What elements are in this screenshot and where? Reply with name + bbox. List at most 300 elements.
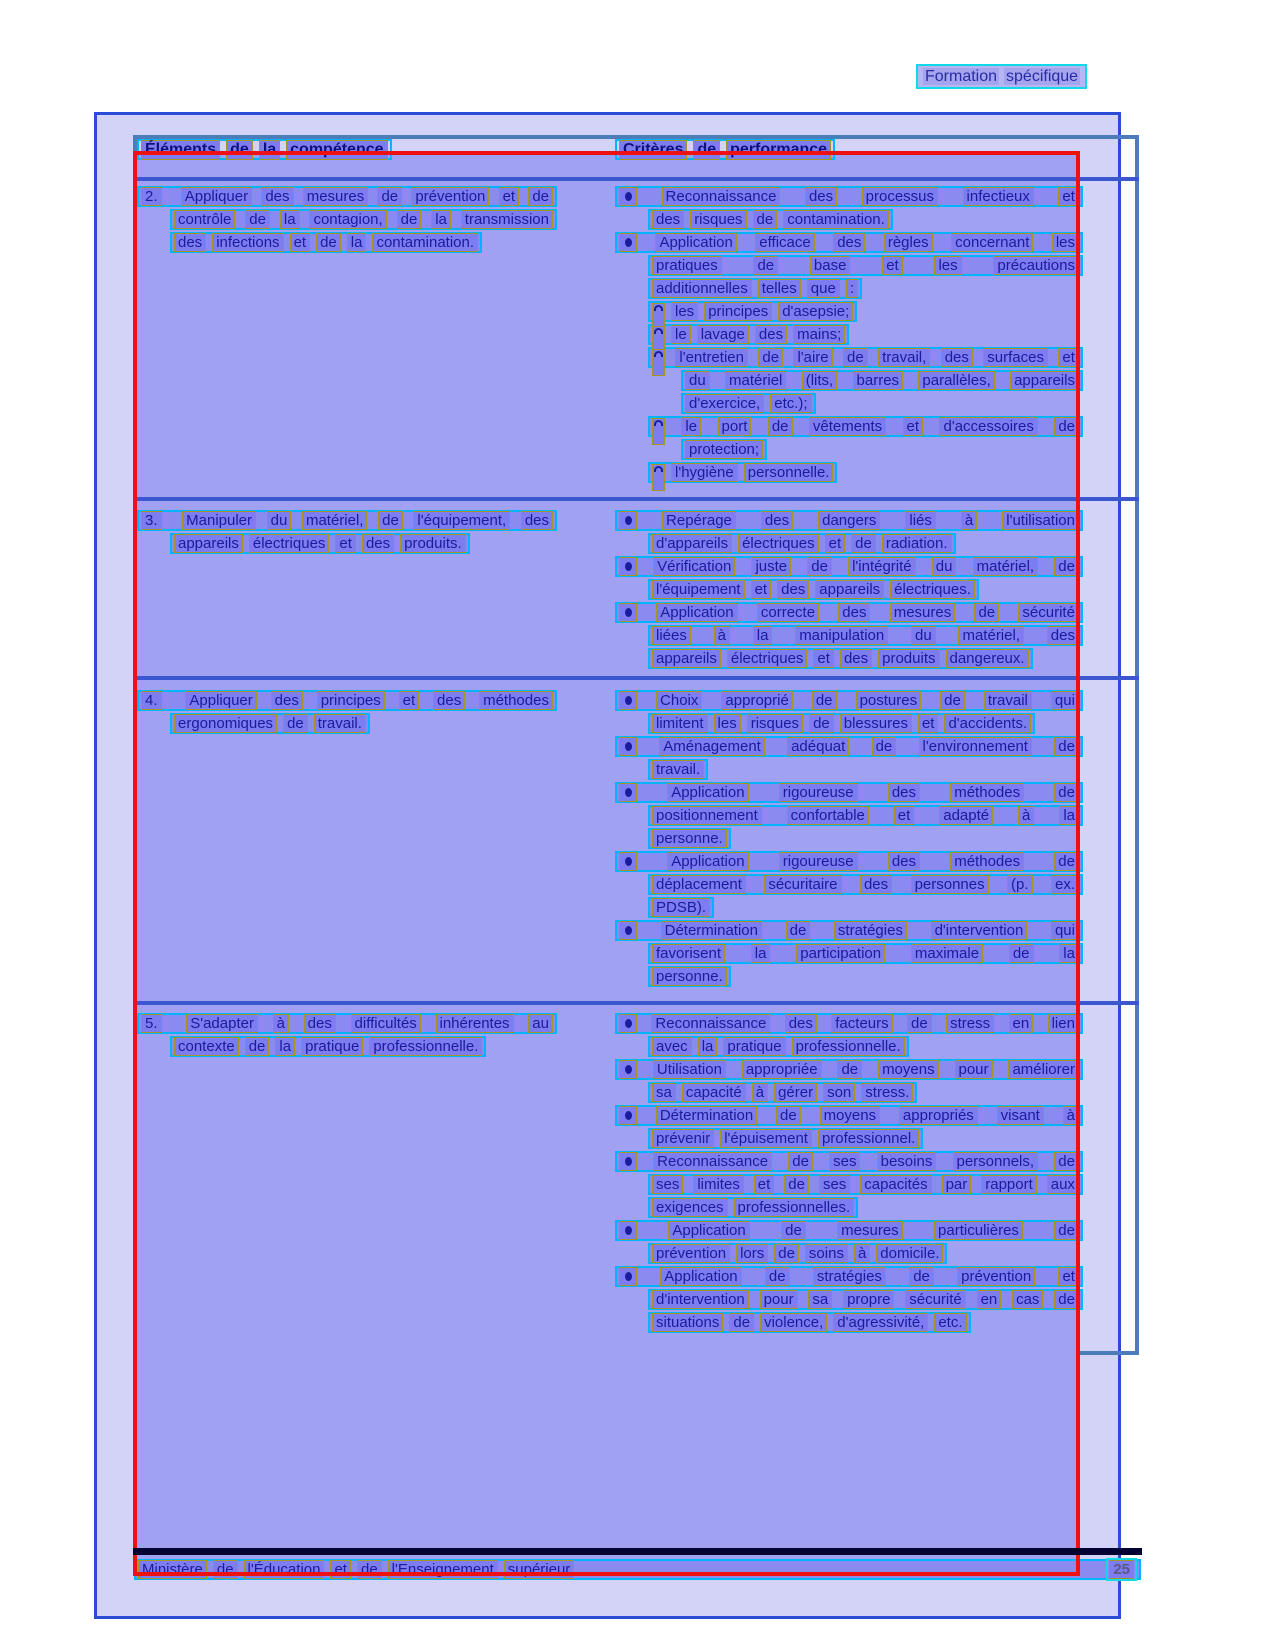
word-box: liées (652, 626, 691, 645)
criteria-line (648, 966, 731, 987)
criteria-line (648, 533, 956, 554)
criteria-line (648, 1312, 971, 1333)
dash-bullet-icon (652, 349, 665, 376)
word-box: particulières (934, 1221, 1023, 1240)
word-box: des (521, 511, 553, 530)
bullet-dot (625, 1019, 632, 1028)
word-box: des (777, 580, 809, 599)
word-box: appareils (1010, 371, 1079, 390)
word-box: port (718, 417, 752, 436)
bullet-icon (619, 187, 637, 206)
word-box: prévention (652, 1244, 730, 1263)
word-box: des (261, 187, 293, 206)
word-box: la (347, 233, 367, 252)
word-box: les (934, 256, 961, 275)
dash-glyph (654, 351, 663, 357)
word-box: ses (652, 1175, 683, 1194)
word-box: de (1054, 417, 1079, 436)
word-box: d'accessoires (939, 417, 1037, 436)
word-box: concernant (951, 233, 1033, 252)
bullet-dot (625, 1111, 632, 1120)
word-box: Détermination (661, 921, 762, 940)
word-box: de (213, 1560, 238, 1579)
word-box: sécurité (1018, 603, 1079, 622)
word-box: pratique (301, 1037, 363, 1056)
word-box: la (1059, 806, 1079, 825)
word-box: postures (856, 691, 922, 710)
word-box: de (1054, 737, 1079, 756)
word-box: soins (805, 1244, 848, 1263)
word-box: pour (760, 1290, 798, 1309)
criteria-line (648, 1174, 1083, 1195)
word-box: confortable (787, 806, 869, 825)
word-box: Application (668, 1221, 749, 1240)
word-box: etc. (934, 1313, 966, 1332)
word-box: la (751, 944, 771, 963)
word-box: de (774, 1244, 799, 1263)
table-header-criteria (615, 139, 1083, 162)
word-box: blessures (840, 714, 912, 733)
word-box: l'Enseignement (388, 1560, 498, 1579)
word-box: et (751, 580, 772, 599)
word-box: des (840, 649, 872, 668)
bullet-dot (625, 742, 632, 751)
word-box: PDSB). (652, 898, 710, 917)
word-box: des (833, 233, 865, 252)
word-box: professionnelle. (369, 1037, 482, 1056)
word-box: juste (751, 557, 791, 576)
row-separator (133, 177, 1139, 181)
word-box: à (752, 1083, 768, 1102)
word-box: à (273, 1014, 289, 1033)
word-box: prévention (411, 187, 489, 206)
criteria-line (648, 278, 862, 299)
word-box: pratiques (652, 256, 722, 275)
word-box: etc.); (770, 394, 811, 413)
word-box: en (977, 1290, 1002, 1309)
word-box: d'exercice, (685, 394, 764, 413)
word-box: processus (862, 187, 938, 206)
word-box: des (755, 325, 787, 344)
word-box: matériel, (302, 511, 368, 530)
word-box: de (1054, 1221, 1079, 1240)
word-box: besoins (877, 1152, 937, 1171)
word-box: professionnel. (818, 1129, 919, 1148)
word-box: de (788, 1152, 813, 1171)
word-box: la (280, 210, 300, 229)
criteria-line (615, 782, 1083, 803)
word-box: de (693, 140, 720, 160)
word-box: son (823, 1083, 855, 1102)
word-box: la (753, 626, 773, 645)
word-box: des (838, 603, 870, 622)
word-box: l'équipement (652, 580, 745, 599)
word-box: que (807, 279, 840, 298)
element-cell (137, 186, 557, 255)
element-line (170, 209, 557, 230)
word-box: déplacement (652, 875, 746, 894)
word-box: les (1052, 233, 1079, 252)
criteria-line (615, 510, 1083, 531)
word-box: et (813, 649, 834, 668)
word-box: de (245, 1037, 270, 1056)
word-box: mesures (837, 1221, 903, 1240)
word-box: personne. (652, 829, 727, 848)
word-box: des (941, 348, 973, 367)
word-box: des (785, 1014, 817, 1033)
word-box: telles (758, 279, 801, 298)
word-box: des (888, 783, 920, 802)
row-number: 2. (141, 187, 162, 206)
bullet-icon (619, 737, 637, 756)
criteria-line (615, 1220, 1083, 1241)
word-box: l'épuisement (720, 1129, 812, 1148)
word-box: Critères (619, 140, 687, 160)
criteria-line (648, 828, 731, 849)
word-box: de (809, 714, 834, 733)
element-line (137, 510, 557, 531)
word-box: d'asepsie; (778, 302, 853, 321)
word-box: des (1047, 626, 1079, 645)
word-box: améliorer (1008, 1060, 1079, 1079)
word-box: capacité (682, 1083, 746, 1102)
word-box: principes (704, 302, 772, 321)
bullet-dot (625, 516, 632, 525)
word-box: rigoureuse (779, 783, 858, 802)
word-box: de (776, 1106, 801, 1125)
criteria-line (648, 1082, 917, 1103)
criteria-line (648, 648, 1033, 669)
word-box: travail. (652, 760, 704, 779)
criteria-line (648, 625, 1083, 646)
word-box: l'environnement (919, 737, 1032, 756)
word-box: et (1058, 1267, 1079, 1286)
word-box: Application (660, 1267, 741, 1286)
word-box: personnes (911, 875, 989, 894)
element-line (170, 232, 482, 253)
word-box: protection; (685, 440, 763, 459)
bullet-icon (619, 783, 637, 802)
word-box: la (431, 210, 451, 229)
word-box: participation (796, 944, 885, 963)
word-box: des (888, 852, 920, 871)
bullet-icon (619, 511, 637, 530)
word-box: de (729, 1313, 754, 1332)
word-box: : (846, 279, 858, 298)
bullet-dot (625, 562, 632, 571)
word-box: parallèles, (918, 371, 994, 390)
word-box: à (1018, 806, 1034, 825)
word-box: Choix (656, 691, 702, 710)
element-line (137, 186, 557, 207)
criteria-line (648, 579, 979, 600)
word-box: stratégies (834, 921, 907, 940)
word-box: des (805, 187, 837, 206)
criteria-cell (615, 690, 1083, 989)
word-box: rapport (981, 1175, 1037, 1194)
bullet-dot (625, 608, 632, 617)
bullet-icon (619, 1014, 637, 1033)
page-label-word: spécifique (1006, 68, 1079, 85)
word-box: à (1063, 1106, 1079, 1125)
word-box: Application (667, 852, 748, 871)
word-box: barres (853, 371, 904, 390)
word-box: la (275, 1037, 295, 1056)
footer (134, 1559, 1141, 1580)
word-box: vêtements (809, 417, 886, 436)
word-box: cas (1012, 1290, 1043, 1309)
word-box: positionnement (652, 806, 762, 825)
word-box: adapté (939, 806, 993, 825)
word-box: matériel, (973, 557, 1039, 576)
word-box: de (812, 691, 837, 710)
criteria-line (615, 1013, 1083, 1034)
word-box: ex. (1051, 875, 1079, 894)
word-box: la (1059, 944, 1079, 963)
criteria-line (648, 943, 1083, 964)
criteria-line (648, 462, 837, 483)
element-cell (137, 1013, 557, 1059)
bullet-dot (625, 1272, 632, 1281)
word-box: exigences (652, 1198, 728, 1217)
criteria-line (648, 713, 1035, 734)
criteria-line (615, 1105, 1083, 1126)
word-box: et (894, 806, 915, 825)
dash-glyph (654, 328, 663, 334)
criteria-line (648, 1243, 947, 1264)
criteria-cell (615, 1013, 1083, 1335)
word-box: à (714, 626, 730, 645)
word-box: de (1009, 944, 1034, 963)
word-box: la (259, 140, 280, 160)
word-box: lavage (697, 325, 749, 344)
word-box: ses (819, 1175, 850, 1194)
criteria-line (648, 874, 1083, 895)
word-box: le (681, 417, 701, 436)
bullet-dot (625, 788, 632, 797)
word-box: (lits, (802, 371, 838, 390)
word-box: par (942, 1175, 972, 1194)
word-box: de (851, 534, 876, 553)
word-box: prévention (957, 1267, 1035, 1286)
criteria-line (648, 301, 857, 322)
bullet-icon (619, 233, 637, 252)
dash-bullet-icon (652, 464, 665, 491)
word-box: Application (656, 603, 737, 622)
word-box: mesures (303, 187, 369, 206)
word-box: dangereux. (946, 649, 1029, 668)
word-box: radiation. (882, 534, 952, 553)
word-box: travail (984, 691, 1032, 710)
word-box: base (810, 256, 851, 275)
word-box: du (267, 511, 292, 530)
criteria-cell (615, 510, 1083, 671)
row-number: 3. (141, 511, 162, 530)
word-box: électriques (249, 534, 330, 553)
element-cell (137, 510, 557, 556)
word-box: de (528, 187, 553, 206)
word-box: capacités (860, 1175, 931, 1194)
word-box: et (1058, 187, 1079, 206)
bullet-dot (625, 1157, 632, 1166)
word-box: et (330, 1560, 351, 1579)
word-box: compétence (286, 140, 387, 160)
dash-glyph (654, 466, 663, 472)
criteria-line (648, 347, 1083, 368)
word-box: supérieur (504, 1560, 575, 1579)
word-box: l'intégrité (848, 557, 916, 576)
row-number: 5. (141, 1014, 162, 1033)
page-number: 25 (1109, 1560, 1134, 1579)
word-box: (p. (1007, 875, 1033, 894)
word-box: Appliquer (181, 187, 252, 206)
word-box: des (860, 875, 892, 894)
word-box: des (433, 691, 465, 710)
word-box: pour (955, 1060, 993, 1079)
word-box: produits. (400, 534, 466, 553)
criteria-line (615, 920, 1083, 941)
word-box: l'utilisation (1002, 511, 1079, 530)
word-box: Vérification (653, 557, 735, 576)
word-box: et (335, 534, 356, 553)
word-box: propre (843, 1290, 894, 1309)
word-box: produits (878, 649, 939, 668)
word-box: de (837, 1060, 862, 1079)
word-box: limitent (652, 714, 708, 733)
element-line (137, 690, 557, 711)
word-box: et (825, 534, 846, 553)
word-box: situations (652, 1313, 723, 1332)
word-box: ses (829, 1152, 860, 1171)
bullet-icon (619, 1060, 637, 1079)
header-line (137, 139, 392, 160)
word-box: de (765, 1267, 790, 1286)
row-number: 4. (141, 691, 162, 710)
criteria-line (615, 851, 1083, 872)
word-box: S'adapter (186, 1014, 258, 1033)
word-box: d'agressivité, (833, 1313, 928, 1332)
word-box: du (932, 557, 957, 576)
page-label-word: Formation (925, 68, 998, 85)
word-box: appropriés (899, 1106, 978, 1125)
word-box: des (304, 1014, 336, 1033)
word-box: d'accidents. (944, 714, 1031, 733)
word-box: additionnelles (652, 279, 752, 298)
word-box: au (528, 1014, 553, 1033)
word-box: de (784, 1175, 809, 1194)
word-box: correcte (757, 603, 819, 622)
word-box: gérer (774, 1083, 817, 1102)
criteria-line (648, 1197, 858, 1218)
criteria-line (648, 416, 1083, 437)
word-box: de (1054, 1152, 1079, 1171)
word-box: difficultés (351, 1014, 421, 1033)
word-box: aux (1047, 1175, 1079, 1194)
criteria-line (615, 690, 1083, 711)
criteria-line (648, 1289, 1083, 1310)
page-number-box (1106, 1558, 1137, 1581)
word-box: surfaces (983, 348, 1048, 367)
criteria-line (615, 1151, 1083, 1172)
word-box: et (903, 417, 924, 436)
word-box: matériel (725, 371, 786, 390)
criteria-line (615, 736, 1083, 757)
word-box: de (1054, 557, 1079, 576)
criteria-line (648, 805, 1083, 826)
word-box: rigoureuse (779, 852, 858, 871)
word-box: précautions (993, 256, 1079, 275)
word-box: personnels, (953, 1152, 1039, 1171)
criteria-line (615, 1059, 1083, 1080)
word-box: de (940, 691, 965, 710)
word-box: stress (946, 1014, 994, 1033)
word-box: personnelle. (744, 463, 834, 482)
word-box: d'intervention (931, 921, 1028, 940)
word-box: contagion, (309, 210, 386, 229)
bullet-icon (619, 557, 637, 576)
word-box: méthodes (950, 783, 1024, 802)
word-box: électriques (727, 649, 808, 668)
word-box: limites (693, 1175, 744, 1194)
word-box: facteurs (831, 1014, 892, 1033)
word-box: maximale (911, 944, 983, 963)
row-separator (133, 1001, 1139, 1005)
criteria-line (648, 1036, 909, 1057)
criteria-line (648, 209, 893, 230)
word-box: l'aire (793, 348, 832, 367)
word-box: infections (212, 233, 283, 252)
word-box: Utilisation (653, 1060, 726, 1079)
word-box: de (245, 210, 270, 229)
word-box: en (1009, 1014, 1034, 1033)
bullet-dot (625, 926, 632, 935)
criteria-line (615, 186, 1083, 207)
word-box: qui (1051, 921, 1079, 940)
word-box: Appliquer (185, 691, 256, 710)
word-box: de (781, 1221, 806, 1240)
element-line (170, 713, 370, 734)
criteria-line (648, 255, 1083, 276)
criteria-line (615, 602, 1083, 623)
word-box: efficace (755, 233, 814, 252)
word-box: du (911, 626, 936, 645)
element-line (137, 1013, 557, 1034)
criteria-line (681, 393, 816, 414)
criteria-line (648, 897, 714, 918)
word-box: de (226, 140, 253, 160)
word-box: contamination. (783, 210, 889, 229)
word-box: électriques (738, 534, 819, 553)
element-cell (137, 690, 557, 736)
word-box: de (872, 737, 897, 756)
word-box: l'hygiène (671, 463, 738, 482)
word-box: des (174, 233, 206, 252)
criteria-line (615, 232, 1083, 253)
word-box: appareils (174, 534, 243, 553)
word-box: de (753, 256, 778, 275)
word-box: risques (690, 210, 746, 229)
criteria-line (648, 1128, 923, 1149)
word-box: de (1054, 783, 1079, 802)
word-box: visant (997, 1106, 1044, 1125)
word-box: infectieux (963, 187, 1034, 206)
word-box: professionnelle. (792, 1037, 905, 1056)
bullet-dot (625, 192, 632, 201)
word-box: liés (905, 511, 936, 530)
word-box: et (1058, 348, 1079, 367)
dash-bullet-icon (652, 418, 665, 445)
bullet-dot (625, 1226, 632, 1235)
